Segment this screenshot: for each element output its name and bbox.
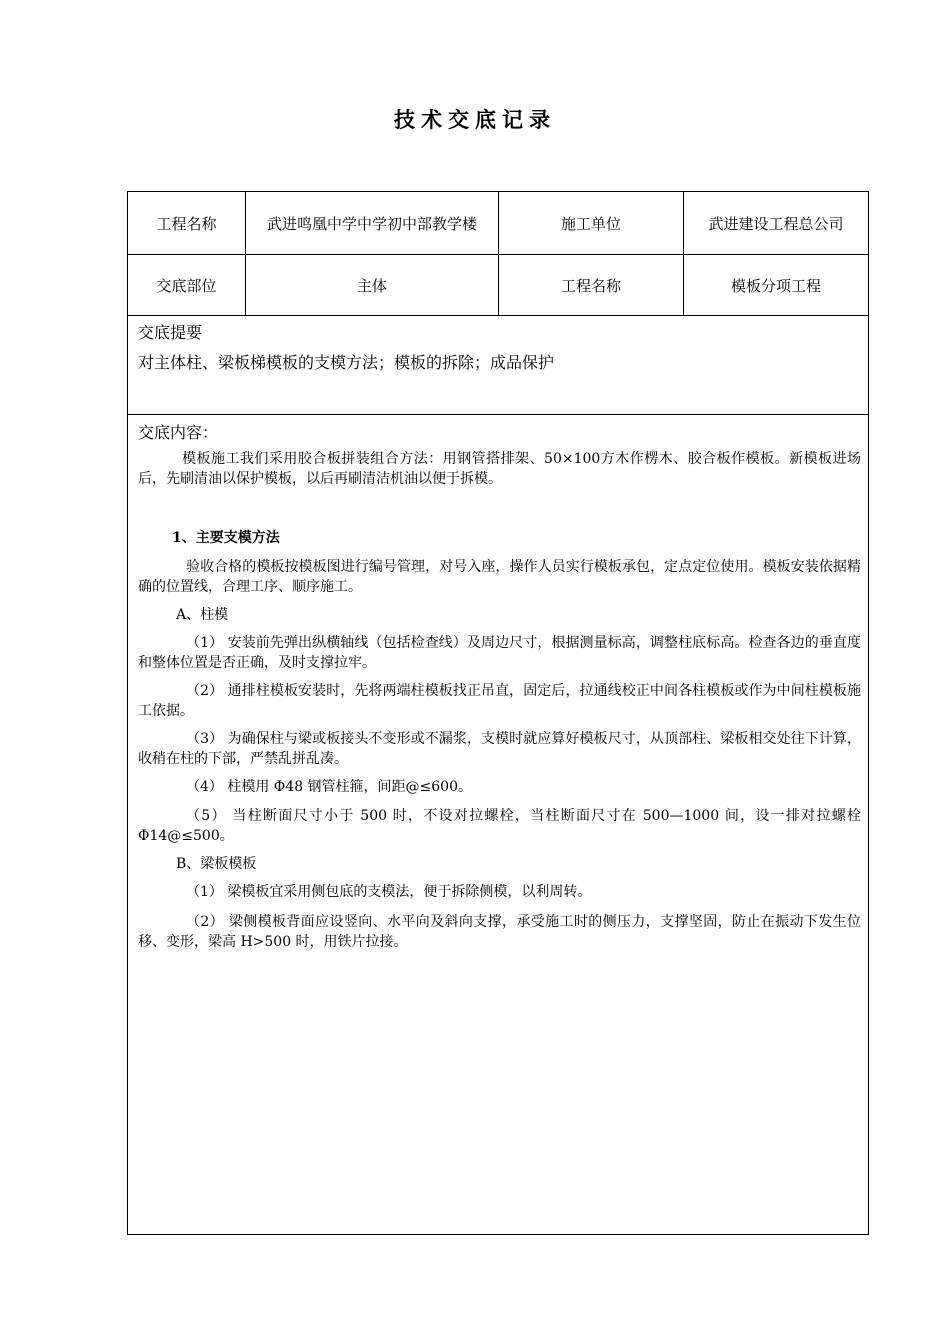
project-name-label: 工程名称: [128, 192, 246, 254]
beam-item: （1） 梁模板宜采用侧包底的支模法，便于拆除侧模，以利周转。: [186, 884, 592, 900]
beam-item: （2） 梁侧模板背面应设竖向、水平向及斜向支撑，承受施工时的侧压力，支撑坚固，防止在振动下发生位移、变形，梁高 H>500 时，用铁片拉接。: [138, 914, 861, 950]
work-name-value: 模板分项工程: [730, 276, 821, 295]
beam-heading: B、梁板模板: [176, 856, 257, 872]
intro-paragraph: 模板施工我们采用胶合板拼装组合方法：用钢管搭排架、50×100方木作楞木、胶合板作模板。新模板进场后，先刷清油以保护模板，以后再刷清洁机油以便于拆模。: [138, 451, 861, 487]
column-item: （5） 当柱断面尺寸小于 500 时，不设对拉螺栓，当柱断面尺寸在 500—1000 间，设一排对拉螺栓 Φ14@≤500。: [138, 808, 861, 844]
record-table: [127, 191, 869, 1235]
location-value: 主体: [246, 255, 499, 315]
column-item: （4） 柱模用 Φ48 钢管柱箍，间距@≤600。: [186, 779, 473, 795]
summary-text: 对主体柱、梁板梯模板的支模方法；模板的拆除；成品保护: [138, 353, 555, 372]
content-label: 交底内容：: [138, 423, 219, 442]
column-heading: A、柱模: [176, 607, 229, 623]
column-item: （1） 安装前先弹出纵横轴线（包括检查线）及周边尺寸，根据测量标高，调整柱底标高。检查各边的垂直度和整体位置是否正确，及时支撑拉牢。: [138, 635, 861, 671]
summary-label: 交底提要: [138, 323, 203, 342]
work-name-label: 工程名称: [499, 255, 684, 315]
summary-section: [128, 316, 868, 415]
header-row-1: [128, 192, 868, 255]
section1-paragraph: 验收合格的模板按模板图进行编号管理，对号入座，操作人员实行模板承包，定点定位使用。模板安装依据精确的位置线，合理工序、顺序施工。: [138, 559, 861, 595]
column-item: （3） 为确保柱与梁或板接头不变形或不漏浆，支模时就应算好模板尺寸，从顶部柱、梁板相交处往下计算，收稍在柱的下部，严禁乱拼乱凑。: [138, 731, 861, 767]
header-row-2: [128, 255, 868, 316]
section1-heading: 1、主要支模方法: [172, 530, 280, 546]
project-name-value: 武进鸣凰中学中学初中部教学楼: [246, 192, 499, 254]
document-title: 技术交底记录: [394, 107, 556, 132]
contractor-value: 武进建设工程总公司: [708, 214, 844, 233]
contractor-label: 施工单位: [499, 192, 684, 254]
column-item: （2） 通排柱模板安装时，先将两端柱模板找正吊直，固定后，拉通线校正中间各柱模板或作为中间柱模板施工依据。: [138, 683, 861, 719]
location-label: 交底部位: [128, 255, 246, 315]
